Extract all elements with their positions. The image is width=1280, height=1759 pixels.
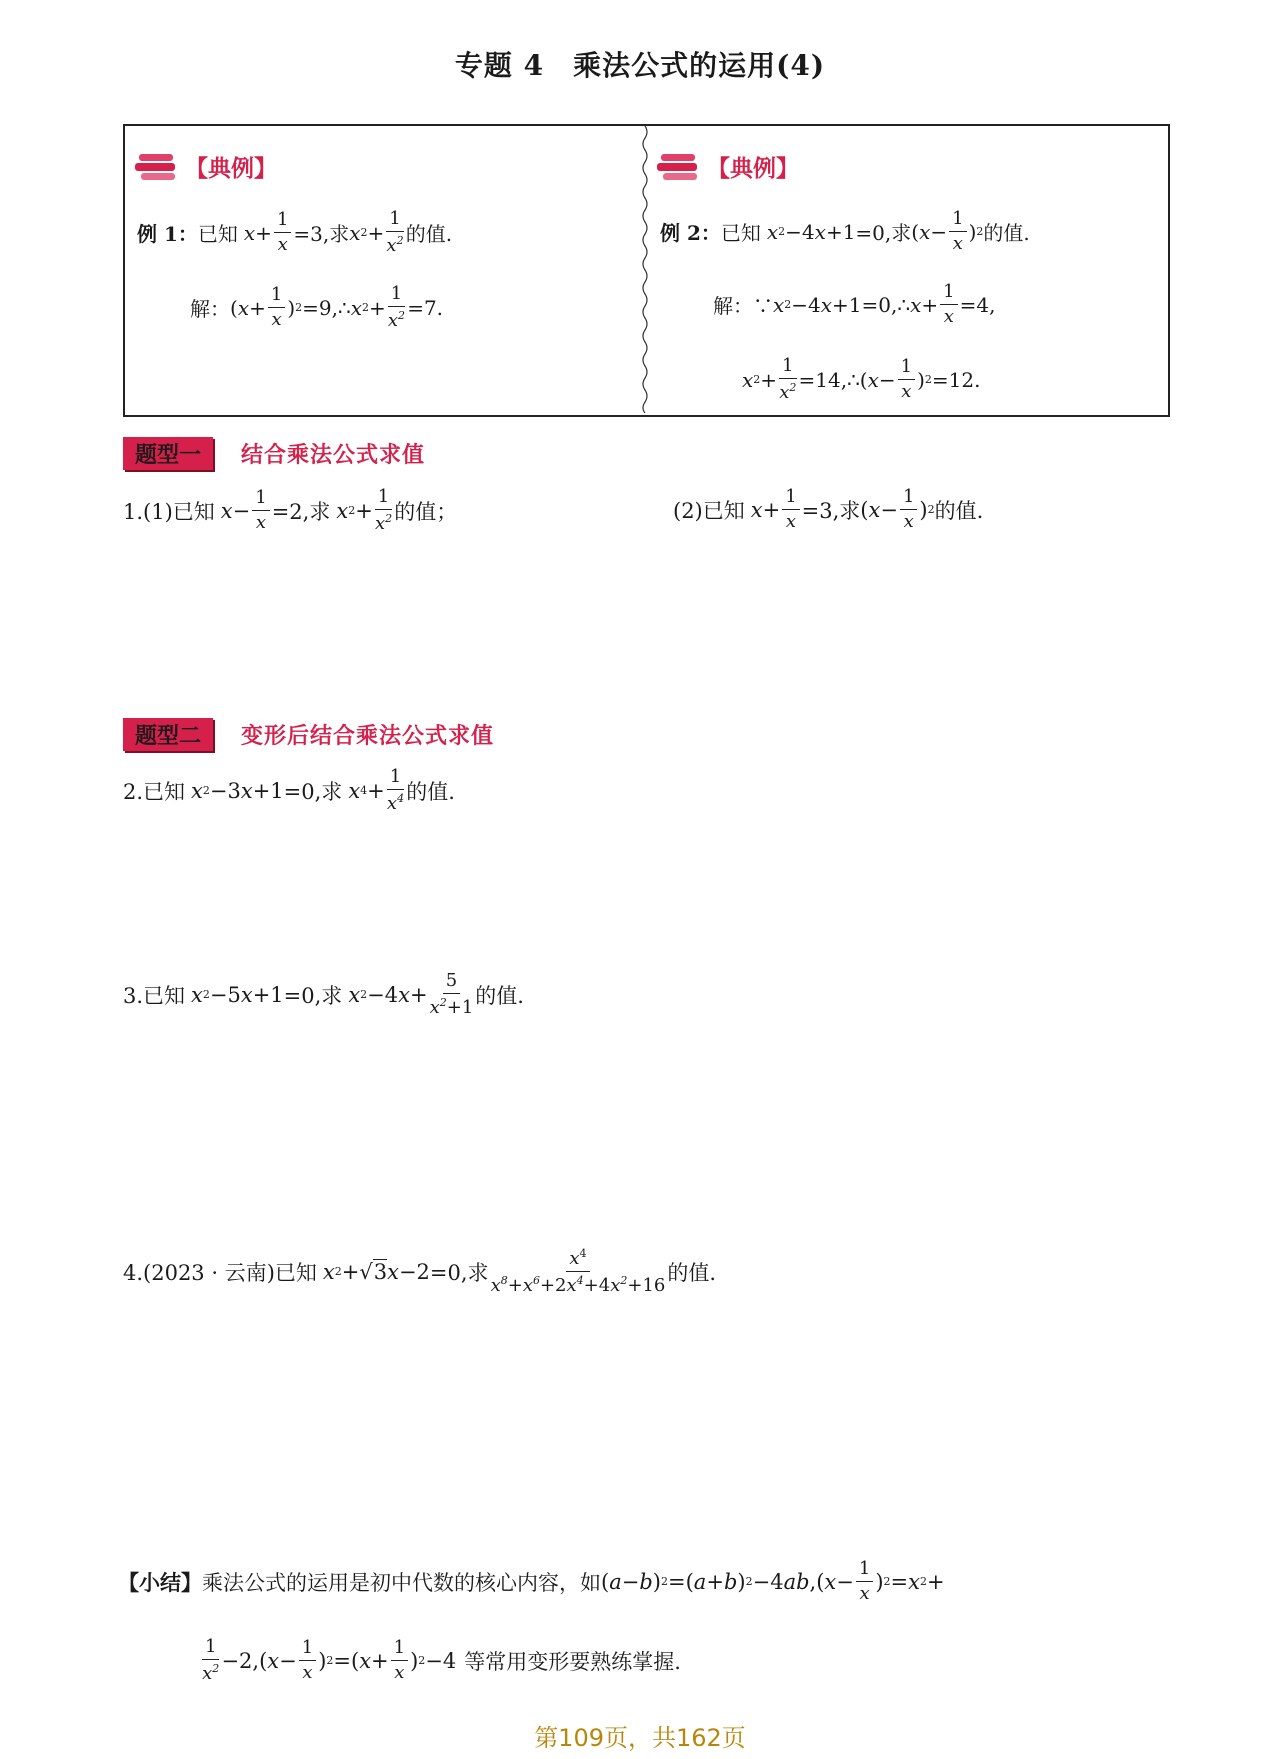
text: =0,求 [429,1260,489,1285]
text: 3.已知 [123,983,186,1008]
example-heading-2 [657,150,799,183]
text: =0,求 [855,221,912,245]
text: 的值. [934,498,984,523]
text: =0,求 [283,779,343,804]
text: 已知 [720,221,761,245]
example-2-solution-line-2: x 2 + $\frac{1}{x^2}$ =14,∴ ( x − $\frac{1}{x}$ ) 2 =12. [742,355,981,403]
text: 2.已知 [123,779,186,804]
text: 解： [190,297,230,321]
question-1a: 1.(1)已知 x − $\frac{1}{x}$ =2,求 x 2 + $\frac{1}{x^2}$ 的值； [123,486,458,534]
summary-label: 【小结】 [118,1569,202,1595]
text: 的值. [406,779,455,804]
text: 解：∵ [713,294,773,318]
question-3: 3.已知 x 2 −5 x +1 =0,求 x 2 −4 x + $\frac{5}{x^2+1}$ 的值. [123,970,524,1018]
text: 乘法公式的运用是初中代数的核心内容，如 [202,1570,601,1595]
text: =2,求 [271,499,331,524]
example-label: 【典例】 [185,155,277,182]
text: =4, [959,292,996,317]
type-1-badge: 题型一 [123,437,213,470]
example-2-question: 例 2： 已知 x 2 −4 x +1 =0,求 ( x − $\frac{1}{x}$ ) 2 的值. [660,208,1030,254]
text: =7. [407,295,444,320]
book-stack-icon [135,152,179,182]
text: (2)已知 [673,498,745,523]
example-1-solution: 解： ( x + $\frac{1}{x}$ ) 2 =9,∴ x 2 + $\frac{1}{x^2}$ =7. [190,283,444,331]
type-1-title: 结合乘法公式求值 [241,442,426,468]
summary-line-2: $\frac{1}{x^2}$ −2,( x − $\frac{1}{x}$ ) 2 =( x + $\frac{1}{x}$ ) 2 −4 等常用变形要熟练掌握. [202,1636,681,1684]
question-2: 2.已知 x 2 −3 x +1 =0,求 x 4 + $\frac{1}{x^4}$ 的值. [123,766,455,814]
type-1-header [123,437,425,470]
text: 1.(1)已知 [123,499,215,524]
question-4: 4.(2023 · 云南)已知 x 2 +√ 3 x −2 =0,求 $\frac{x^4}{x^8+x^6+2x^4+4x^2+16}$ 的值. [123,1247,717,1296]
type-2-header [123,718,494,751]
text: 已知 [197,222,238,246]
question-1b: (2)已知 x + $\frac{1}{x}$ =3,求 ( x − $\frac{1}{x}$ ) 2 的值. [673,486,984,532]
text: =14,∴ [798,367,860,392]
example-1-label: 例 1： [137,222,198,246]
text: 4.(2023 · 云南)已知 [123,1260,317,1285]
summary-line-1: 【小结】 乘法公式的运用是初中代数的核心内容，如 ( a − b ) 2 =( a + b ) 2 −4 ab ,( x − $\frac{1}{x}$ ) 2 = x 2 + [118,1558,945,1604]
example-1-question: 例 1： 已知 x + $\frac{1}{x}$ =3,求 x 2 + $\frac{1}{x^2}$ 的值. [137,208,453,256]
text: =0,求 [283,983,343,1008]
example-2-label: 例 2： [660,221,721,245]
wavy-divider [640,126,650,413]
text: 的值. [405,222,453,246]
example-label: 【典例】 [707,155,799,182]
page-title: 专题 4 乘法公式的运用(4) [454,49,826,82]
text: 的值. [475,983,524,1008]
type-2-title: 变形后结合乘法公式求值 [241,723,495,749]
text: 的值. [983,221,1030,245]
book-stack-icon [657,152,701,182]
type-2-badge: 题型二 [123,718,213,751]
text: =9,∴ [302,295,351,320]
text: =12. [931,367,981,392]
page-footer: 第109页，共162页 [534,1724,746,1752]
example-2-solution-line-1: 解：∵ x 2 −4 x +1 =0,∴ x + $\frac{1}{x}$ =4, [713,281,996,327]
text: 的值； [394,499,458,524]
text: 等常用变形要熟练掌握. [464,1649,681,1674]
example-heading-1 [135,150,277,183]
text: 的值. [667,1260,717,1285]
text: =0,∴ [861,292,911,317]
text: =3,求 [801,498,861,523]
